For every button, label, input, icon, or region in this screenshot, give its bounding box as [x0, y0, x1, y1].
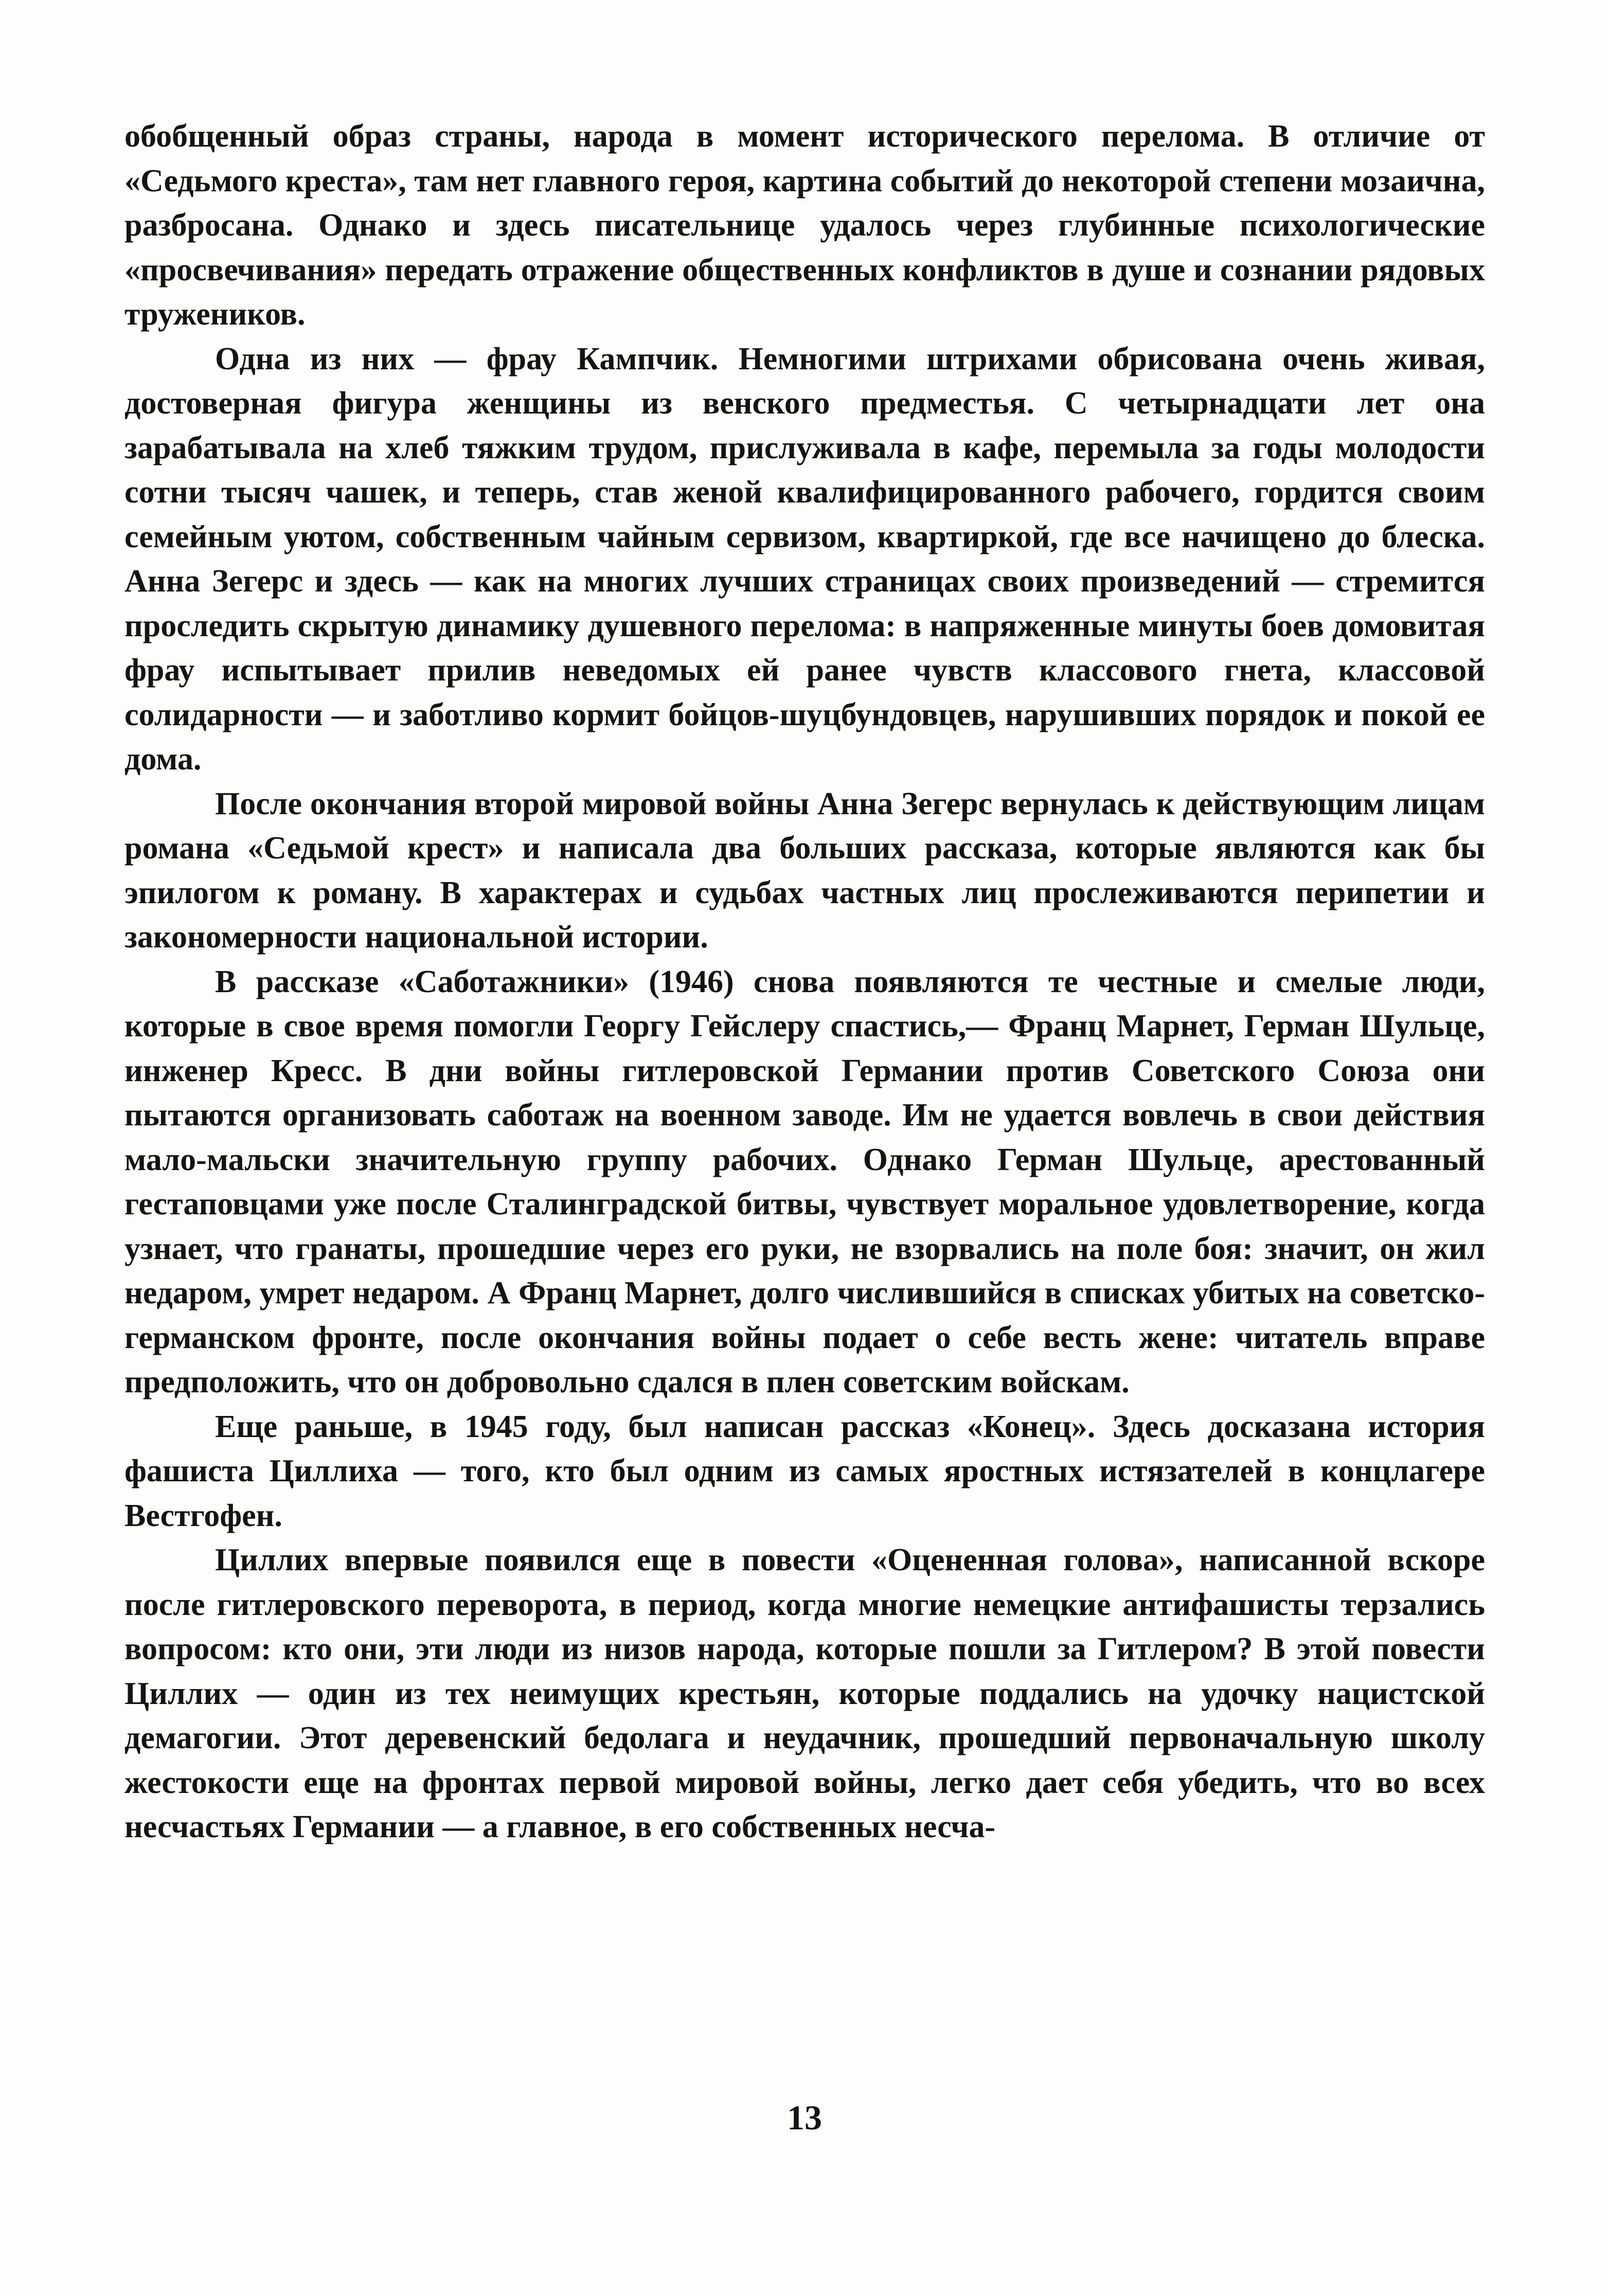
paragraph: Еще раньше, в 1945 году, был написан рассказ «Конец». Здесь досказана история фашиста Циллиха — того, кто был одним из самых яростных истязателей в концлагере Вестгофен.: [124, 1409, 1485, 1533]
body-text: [124, 114, 1485, 1850]
paragraph: Одна из них — фрау Кампчик. Немногими штрихами обрисована очень живая, достоверная фигура женщины из венского предместья. С четырнадцати лет она зарабатывала на хлеб тяжким трудом, прислуживала в кафе, перемыла за годы молодости сотни тысяч чашек, и теперь, став женой квалифицированного рабочего, гордится своим семейным уютом, собственным чайным сервизом, квартиркой, где все начищено до блеска. Анна Зегерс и здесь — как на многих лучших страницах своих произведений — стремится проследить скрытую динамику душевного перелома: в напряженные минуты боев домовитая фрау испытывает прилив неведомых ей ранее чувств классового гнета, классовой солидарности — и заботливо кормит бойцов-шуцбундовцев, нарушивших порядок и покой ее дома.: [124, 341, 1485, 777]
paragraph: В рассказе «Саботажники» (1946) снова появляются те честные и смелые люди, которые в свое время помогли Георгу Гейслеру спастись,— Франц Марнет, Герман Шульце, инженер Кресс. В дни войны гитлеровской Германии против Советского Союза они пытаются организовать саботаж на военном заводе. Им не удается вовлечь в свои действия мало-мальски значительную группу рабочих. Однако Герман Шульце, арестованный гестаповцами уже после Сталинградской битвы, чувствует моральное удовлетворение, когда узнает, что гранаты, прошедшие через его руки, не взорвались на поле боя: значит, он жил недаром, умрет недаром. А Франц Марнет, долго числившийся в списках убитых на советско-германском фронте, после окончания войны подает о себе весть жене: читатель вправе предположить, что он добровольно сдался в плен советским войскам.: [124, 964, 1485, 1400]
paragraph: После окончания второй мировой войны Анна Зегерс вернулась к действующим лицам романа «Седьмой крест» и написала два больших рассказа, которые являются как бы эпилогом к роману. В характерах и судьбах частных лиц прослеживаются перипетии и закономерности национальной истории.: [124, 786, 1485, 955]
page-number: 13: [787, 2098, 822, 2137]
paragraph: Циллих впервые появился еще в повести «Оцененная голова», написанной вскоре после гитлеровского переворота, в период, когда многие немецкие антифашисты терзались вопросом: кто они, эти люди из низов народа, которые пошли за Гитлером? В этой повести Циллих — один из тех неимущих крестьян, которые поддались на удочку нацистской демагогии. Этот деревенский бедолага и неудачник, прошедший первоначальную школу жестокости еще на фронтах первой мировой войны, легко дает себя убедить, что во всех несчастьях Германии — а главное, в его собственных несча-: [124, 1542, 1485, 1844]
paragraph: обобщенный образ страны, народа в момент исторического перелома. В отличие от «Седьмого креста», там нет главного героя, картина событий до некоторой степени мозаична, разбросана. Однако и здесь писательнице удалось через глубинные психологические «просвечивания» передать отражение общественных конфликтов в душе и сознании рядовых тружеников.: [124, 119, 1485, 332]
